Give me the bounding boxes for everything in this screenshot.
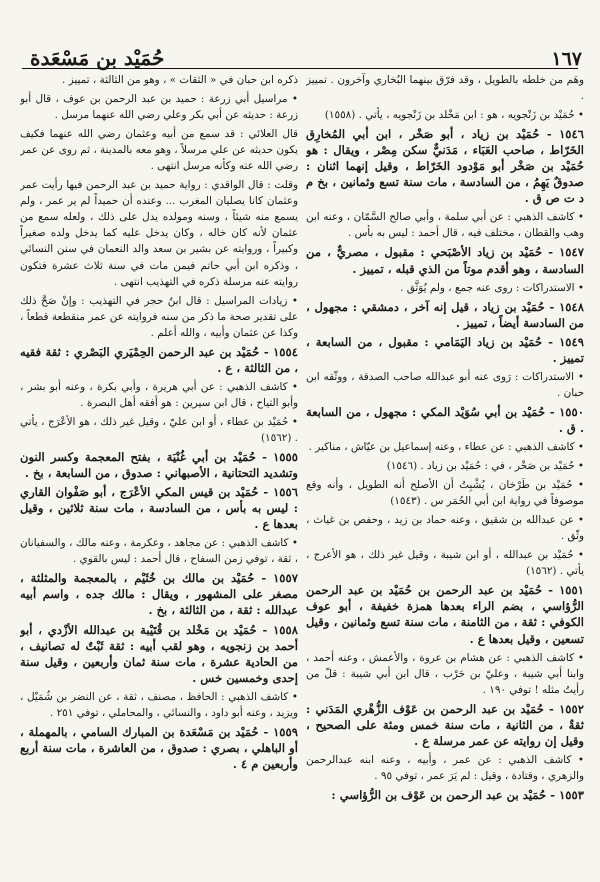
entry-note: قال العلائي : قد سمع من أبيه وعثمان رضي الله عنهما فكيف يكون حديثه عن علي مرسلاً ، وهو معه بالمدينة ، ثم روى عن عمر رضي الله عنه وكأنه مرسل انتهى . — [20, 128, 298, 173]
entry-note: • كاشف الذهبي : عن هشام بن عروة ، والأعمش ، وعنه أحمد ، وابنا أبي شيبة ، وعليّ بن حَرْب ، قال ابن أبي شيبة : قلّ من رأيتُ مثله ! توفي ١٩٠ . — [306, 651, 584, 696]
entry-note: • حُمَيْد بن طَرْخان ، يُشْبِتُ أن الأصلح أنه الطويل ، وأنه وقع موصوفاً في رواية ابن أبي الحُمَر س . (١٥٤٣) — [306, 479, 584, 508]
entry-note: ذكره ابن حبان في « الثقات » ، وهو من الثالثة ، تمييز . — [62, 74, 298, 86]
entry-note: • مراسيل أبي زرعة : حميد بن عبد الرحمن بن عوف ، قال أبو زرعة : حديثه عن أبي بكر وعلي رضي الله عنهما مرسل . — [20, 93, 298, 122]
entry-note: • حُمَيْد بن صَخْر ، في : حُمَيْد بن زياد . (١٥٤٦) — [386, 460, 584, 473]
biography-entry: ١٥٥٩ - حُمَيْد بن مَسْعَدة بن المبارك السامي ، بالمهملة ، أو الباهلي ، بصري : صدوق ، من العاشرة ، مات سنة أربع وأربعين م ٤ . — [20, 724, 298, 771]
biography-entry: ١٥٤٨ - حُمَيْد بن زياد ، قيل إنه آخر ، دمشقي : مجهول ، من السادسة أيضاً ، تمييز . — [306, 299, 584, 330]
entry-note: • كاشف الذهبي : عن أبي هريرة ، وأبي بكرة ، وعنه أبو بشر ، وأبو التياح ، قال ابن سيرين : هو أفقه أهل البصرة . — [20, 380, 298, 409]
entry-note: • كاشف الذهبي : عن أبي سلمة ، وأبي صالح السَّمّان ، وعنه ابن وهب والقطان ، مختلف فيه ، قال أحمد : ليس به بأس . — [306, 211, 584, 240]
biography-entry: ١٥٥٥ - حُمَيْد بن أبي غُنْيَة ، بفتح المعجمة وكسر النون وتشديد التحتانية ، الأصبهاني : صدوق ، من السابعة ، بخ . — [20, 450, 298, 481]
entry-note: • حُمَيْد بن عطاء ، أو ابن عليّ ، وقيل غير ذلك ، هو الأعْرَج ، يأتي . (١٥٦٢) — [20, 415, 298, 444]
biography-entry: ١٥٤٩ - حُمَيْد بن زياد اليَمَامي : مقبول ، من السابعة ، تمييز . — [306, 334, 584, 365]
page-number: ١٦٧ — [551, 48, 582, 70]
entry-note: • زيادات المراسيل : قال ابنُ حجر في التهذيب : وإنْ صَحَّ ذلك على تقدير صحة ما ذكر من سنه فروايته عن عمر منقطعة قطعاً ، وكذا عن عثمان وأبيه ، والله أعلم . — [20, 294, 298, 339]
right-column — [306, 72, 584, 872]
running-title: حُمَيْد بن مَسْعَدة — [30, 46, 165, 70]
biography-entry: ١٥٥٦ - حُمَيْد بن قيس المكي الأعْرَج ، أبو صَفْوان القاري : ليس به بأس ، من السادسة ، مات سنة ثلاثين ، وقيل بعدها ع . — [20, 485, 298, 532]
biography-entry: ١٥٥٤ - حُمَيْد بن عبد الرحمن الحِمْيَري البَصْري : ثقة فقيه ، من الثالثة ، ع . — [20, 344, 298, 375]
entry-note: • الاستدراكات : روى عنه جمع ، ولم يُوَثَّق . — [400, 281, 584, 294]
biography-entry: ١٥٥٧ - حُمَيْد بن مالك بن خُثَيْم ، بالمعجمة والمثلثة ، مصغر على المشهور ، ويقال : مالك جده ، واسم أبيه عبدالله : ثقة ، من الثالثة ، بخ . — [20, 571, 298, 618]
biography-entry: ١٥٤٧ - حُمَيْد بن زياد الأصْبَحي : مقبول ، مصريٌّ ، من السادسة ، وهو أقدم موتاً من الذي قبله ، تمييز . — [306, 245, 584, 276]
entry-note: وهَم من خلطه بالطويل ، وقد فرّق بينهما البُخاري وآخرون . تمييز . — [306, 74, 584, 103]
entry-note: • كاشف الذهبي : الحافظ ، مصنف ، ثقة ، عن النضر بن شُمَيْل ، ويزيد ، وعنه أبو داود ، والنسائي ، والمحاملي ، توفي ٢٥١ . — [20, 690, 298, 719]
entry-note: • حُمَيْد بن عبدالله ، أو ابن شيبة ، وقيل غير ذلك ، هو الأعرج ، يأتي . (١٥٦٢) — [306, 549, 584, 578]
entry-note: • الاستدراكات : رَوى عنه أبو عبدالله صاحب الصدقة ، ووثّقه ابن حبان . — [306, 370, 584, 399]
biography-entry: ١٥٥٠ - حُمَيْد بن أبي سُوَيْد المكي : مجهول ، من السابعة . ق . — [306, 404, 584, 435]
biography-entry: ١٥٤٦ - حُمَيْد بن زياد ، أبو صَخْر ، ابن أبي المُخارِق الخَرّاط ، صاحب العَبَاء ، مَدَنيٌّ سكن مِصْر ، ويقال : هو حُمَيْد بن صَخْر أبو مَوْدود الخَرّاط ، وقيل إنهما اثنان : صدوقٌ يَهِمُ ، من السادسة ، مات سنة تسع وثمانين ، بخ م د ت ص ق . — [306, 127, 584, 206]
entry-note: • كاشف الذهبي : عن عطاء ، وعنه إسماعيل بن عيّاش ، مناكير . — [308, 440, 584, 453]
entry-note: • عن عبدالله بن شقيق ، وعنه حماد بن زيد ، وحفص بن غياث ، وثّق . — [306, 514, 584, 543]
entry-note: • حُمَيْد بن زَنْجويه ، هو : ابن مَخْلد بن زَنْجويه ، يأتي . (١٥٥٨) — [324, 109, 584, 122]
biography-entry: ١٥٥٣ - حُمَيْد بن عبد الرحمن بن عَوْف بن الرُّؤاسي : — [331, 787, 584, 802]
biography-entry: ١٥٥٢ - حُمَيْد بن عبد الرحمن بن عَوْف الزُّهْري المَدَني : ثقةٌ ، من الثانية ، مات سنة خمس ومئة على الصحيح ، وقيل إن روايته عن عمر مرسلة ع . — [306, 701, 584, 748]
entry-note: • كاشف الذهبي : عن عمر ، وأبيه ، وعنه ابنه عبدالرحمن والزهري ، وقتادة ، وقيل : لم يَرَ عمر ، توفي ٩٥ . — [306, 753, 584, 782]
left-column — [20, 72, 298, 872]
biography-entry: ١٥٥٨ - حُمَيْد بن مَخْلد بن قُتَيْبة بن عبدالله الأزْدي ، أبو أحمد بن زنجويه ، وهو لقب أبيه : ثقة ثَبْتٌ له تصانيف ، من الحادية عشرة ، مات سنة ثمان وأربعين ، وقيل سنة إحدى وخمسين خس . — [20, 622, 298, 685]
header-rule — [22, 68, 578, 69]
entry-note: • كاشف الذهبي : عن مجاهد ، وعكرمة ، وعنه مالك ، والسفيانان ، ثقة ، توفي زمن السفاح ، قال أحمد : ليس بالقوي . — [20, 537, 298, 566]
entry-note: وقلت : قال الواقدي : رواية حميد بن عبد الرحمن فيها رأيت عمر وعثمان كانا يصليان المغرب ... وعنده أن حميداً لم ير عمر ، ولم يسمع منه شيئاً ، وسنه ومولده يدل على ذلك ، ولعله سمع من عثمان لأنه كان خاله ، وكان يدخل عليه كما يدخل ولده صغيراً وكبيراً ، وروايته عن بشير بن سعد والد النعمان في سنن النسائي ، وذكره ابن أبي حاتم فيمن مات في سنة ثلاث عشرة فتكون روايته عنه مرسلة ذكره في التهذيب انتهى . — [20, 179, 298, 288]
biography-entry: ١٥٥١ - حُمَيْد بن عبد الرحمن بن حُمَيْد بن عبد الرحمن الرُّؤاسي ، بضم الراء بعدها همزة خفيفة ، أبو عوف الكوفي : ثقة ، من الثامنة ، مات سنة تسع وثمانين ، وقيل تسعين ، وقيل بعدها ع . — [306, 583, 584, 646]
